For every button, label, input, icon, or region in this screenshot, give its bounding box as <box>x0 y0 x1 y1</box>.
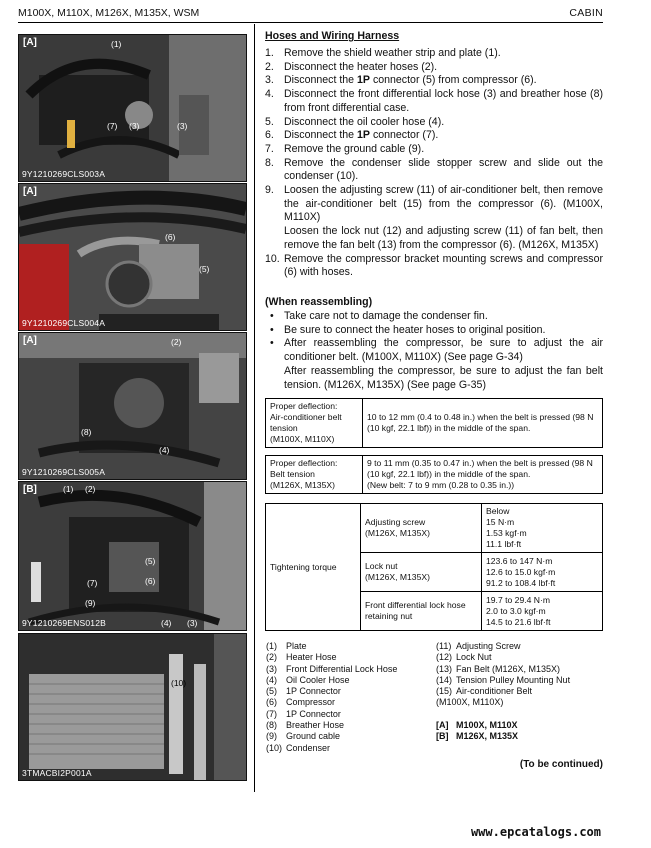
step: 6. Disconnect the 1P connector (7). <box>265 129 439 142</box>
section-title: Hoses and Wiring Harness <box>265 30 400 42</box>
torque-value: Below 15 N·m 1.53 kgf·m 11.1 lbf·ft <box>482 504 603 553</box>
legend-item: (2) Heater Hose <box>266 652 337 663</box>
torque-table <box>265 503 603 631</box>
column-divider <box>254 24 255 792</box>
callout-1: (1) <box>111 39 122 49</box>
model-legend-item: [B] M126X, M135X <box>436 731 519 742</box>
torque-value: 19.7 to 29.4 N·m 2.0 to 3.0 kgf·m 14.5 to 21.6 lbf·ft <box>482 592 603 631</box>
reassembling-heading: (When reassembling) <box>265 296 373 308</box>
deflection-table-ac <box>265 398 603 448</box>
photo-engine-side <box>18 332 247 480</box>
bullet: After reassembling the compressor, be sure to adjust the fan belt tension. (M126X, M135X) (See page G-35) <box>284 364 603 391</box>
photo-tag: [A] <box>23 37 37 48</box>
callout-5: (5) <box>145 556 156 566</box>
legend-item: (11) Adjusting Screw <box>436 641 521 651</box>
engine-illustration <box>19 35 246 181</box>
legend-item: (10) Condenser <box>266 742 331 753</box>
callout-1: (1) <box>63 484 74 494</box>
torque-item: Lock nut (M126X, M135X) <box>361 553 482 592</box>
torque-item: Front differential lock hose retaining nut <box>361 592 482 631</box>
continued-note: (To be continued) <box>519 759 603 770</box>
step: 10. Remove the compressor bracket mounting screws and compressor (6) with hoses. <box>265 252 603 279</box>
photo-caption: 9Y1210269CLS005A <box>22 467 106 477</box>
photo-caption: 9Y1210269CLS003A <box>22 169 106 179</box>
callout-3: (3) <box>187 618 198 628</box>
callout-6: (6) <box>165 232 176 242</box>
callout-3: (3) <box>129 121 140 131</box>
engine-side-illustration <box>19 333 246 479</box>
legend-item: (9) Ground cable <box>266 731 341 742</box>
step: 9. Loosen the adjusting screw (11) of air-conditioner belt, then remove the air-conditioner belt (15) from the compressor (6). (M100X, M110X) <box>265 184 603 224</box>
torque-label: Tightening torque <box>266 504 361 631</box>
legend-left <box>266 641 397 754</box>
table-value: 10 to 12 mm (0.4 to 0.48 in.) when the belt is pressed (98 N (10 kgf, 22.1 lbf)) in the middle of the span. <box>363 399 603 448</box>
legend-item: (4) Oil Cooler Hose <box>266 674 350 685</box>
photo-caption: 9Y1210269CLS004A <box>22 318 106 328</box>
legend-item: (12) Lock Nut <box>436 652 492 663</box>
torque-value: 123.6 to 147 N·m 12.6 to 15.0 kgf·m 91.2 to 108.4 lbf·ft <box>482 553 603 592</box>
step: Loosen the lock nut (12) and adjusting screw (11) of fan belt, then remove the fan belt (13) from the compressor (6). (M126X, M135X) <box>284 225 603 251</box>
step: 4. Disconnect the front differential lock hose (3) and breather hose (8) from front differential case. <box>265 88 603 114</box>
photo-engine-top <box>18 34 247 182</box>
step: 7. Remove the ground cable (9). <box>265 142 425 155</box>
callout-2: (2) <box>171 337 182 347</box>
legend-item: (13) Fan Belt (M126X, M135X) <box>436 663 561 674</box>
step: 8. Remove the condenser slide stopper screw and slide out the condenser (10). <box>265 156 603 183</box>
legend-item: (7) 1P Connector <box>266 708 341 719</box>
compressor-illustration <box>19 184 246 330</box>
bullet: • Be sure to connect the heater hoses to original position. <box>270 323 546 336</box>
engine-b-illustration <box>19 482 246 630</box>
callout-7: (7) <box>107 121 118 131</box>
torque-item: Adjusting screw (M126X, M135X) <box>361 504 482 553</box>
footer-url: www.epcatalogs.com <box>470 825 601 839</box>
legend-item: (3) Front Differential Lock Hose <box>266 663 398 674</box>
photo-condenser <box>18 633 247 781</box>
callout-3b: (3) <box>177 121 188 131</box>
reassembling-bullets <box>265 310 603 392</box>
table-label: Proper deflection: Belt tension (M126X, M135X) <box>266 456 363 494</box>
header-section: CABIN <box>569 7 603 19</box>
callout-4: (4) <box>161 618 172 628</box>
deflection-table-fan <box>265 455 603 494</box>
legend-item: (8) Breather Hose <box>266 720 345 731</box>
callout-5: (5) <box>199 264 210 274</box>
callout-9: (9) <box>85 598 96 608</box>
table-label: Proper deflection: Air-conditioner belt tension (M100X, M110X) <box>266 399 363 448</box>
photo-compressor <box>18 183 247 331</box>
photo-engine-b <box>18 481 247 631</box>
callout-6: (6) <box>145 576 156 586</box>
step: 2. Disconnect the heater hoses (2). <box>265 60 438 73</box>
legend-item: (5) 1P Connector <box>266 686 341 697</box>
photo-tag: [B] <box>23 484 37 495</box>
photo-tag: [A] <box>23 186 37 197</box>
callout-7: (7) <box>87 578 98 588</box>
step: 1. Remove the shield weather strip and plate (1). <box>265 47 501 59</box>
legend-right <box>436 641 570 742</box>
legend-item: (15) Air-conditioner Belt (M100X, M110X) <box>436 686 533 708</box>
callout-10: (10) <box>171 678 187 688</box>
header-divider <box>18 22 603 23</box>
step: 3. Disconnect the 1P connector (5) from compressor (6). <box>265 74 537 87</box>
model-legend-item: [A] M100X, M110X <box>436 719 518 730</box>
step: 5. Disconnect the oil cooler hose (4). <box>265 115 445 128</box>
callout-2: (2) <box>85 484 96 494</box>
legend-item: (1) Plate <box>266 641 307 651</box>
legend-item: (6) Compressor <box>266 697 336 708</box>
callout-8: (8) <box>81 427 92 437</box>
bullet: • Take care not to damage the condenser fin. <box>270 310 488 322</box>
header-models: M100X, M110X, M126X, M135X, WSM <box>18 7 200 19</box>
condenser-illustration <box>19 634 246 780</box>
callout-4: (4) <box>159 445 170 455</box>
procedure-steps <box>265 47 603 280</box>
photo-caption: 9Y1210269ENS012B <box>22 618 107 628</box>
table-value: 9 to 11 mm (0.35 to 0.47 in.) when the belt is pressed (98 N (10 kgf, 22.1 lbf)) in the middle of the span. (New belt: 7 to 9 mm (0.28 to 0.35 in.)) <box>363 456 603 494</box>
photo-caption: 3TMACBI2P001A <box>22 768 92 778</box>
bullet: • After reassembling the compressor, be sure to adjust the air conditioner belt. (M100X, M110X) (See page G-34) <box>270 337 603 364</box>
legend-item: (14) Tension Pulley Mounting Nut <box>436 674 571 685</box>
photo-tag: [A] <box>23 335 37 346</box>
